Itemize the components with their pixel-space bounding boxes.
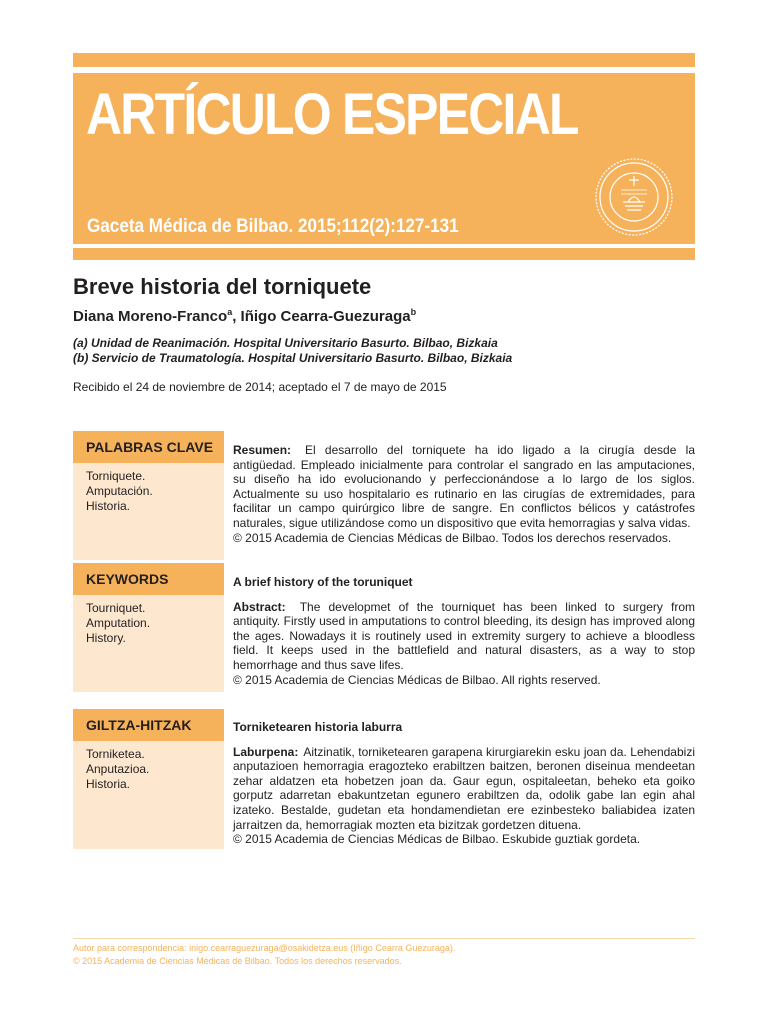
abstract-label: Resumen: — [233, 443, 292, 457]
abstract-copyright: © 2015 Academia de Ciencias Médicas de Bilbao. Todos los derechos reservados. — [233, 530, 672, 545]
keywords-heading: GILTZA-HITZAK — [73, 709, 224, 741]
bottom-rule — [73, 248, 695, 260]
abstract-es — [233, 443, 695, 545]
journal-citation: Gaceta Médica de Bilbao. 2015;112(2):127-131 — [87, 216, 459, 237]
correspondence-note: Autor para correspondencia: inigo.cearraguezuraga@osakidetza.eus (Iñigo Cearra Guezuraga). — [73, 943, 456, 953]
keyword-item: Tourniquet. — [86, 601, 146, 615]
keywords-heading: PALABRAS CLAVE — [73, 431, 224, 463]
keywords-box-eu — [73, 709, 224, 849]
affiliation-a: (a) Unidad de Reanimación. Hospital Universitario Basurto. Bilbao, Bizkaia — [73, 336, 498, 350]
abstract-copyright: © 2015 Academia de Ciencias Médicas de Bilbao. All rights reserved. — [233, 672, 601, 687]
author-1: Diana Moreno-Franco — [73, 308, 228, 325]
author-2: Iñigo Cearra-Guezuraga — [240, 308, 411, 325]
keywords-list — [73, 595, 224, 692]
keywords-box-es — [73, 431, 224, 560]
keyword-item: Historia. — [86, 499, 131, 513]
abstract-subtitle: Torniketearen historia laburra — [233, 720, 403, 734]
keyword-item: Historia. — [86, 777, 131, 791]
footer-rule — [73, 938, 695, 939]
keyword-item: Torniketea. — [86, 747, 145, 761]
abstract-subtitle: A brief history of the toruniquet — [233, 575, 413, 589]
keywords-box-en — [73, 563, 224, 692]
author-2-sup: b — [410, 307, 417, 317]
top-rule — [73, 53, 695, 67]
abstract-copyright: © 2015 Academia de Ciencias Médicas de Bilbao. Eskubide guztiak gordeta. — [233, 832, 641, 847]
keyword-item: History. — [86, 631, 126, 645]
section-title: ARTÍCULO ESPECIAL — [86, 82, 578, 147]
abstract-text: El desarrollo del torniquete ha ido ligado a la cirugía desde la antigüedad. Empleado inicialmente para controlar el sangrado en las amputaciones, su diseño ha ido evolucionando y perfeccionándose a lo largo de los siglos. Actualmente su uso hospitalario es rutinario en las cirugías de extremidades, para facilitar un campo quirúrgico libre de sangre. En conflictos bélicos y catástrofes naturales, sigue utilizándose como un dispositivo que evita hemorragias y salva vidas. — [233, 443, 695, 530]
keyword-item: Anputazioa. — [86, 762, 150, 776]
keyword-item: Torniquete. — [86, 469, 146, 483]
received-date: Recibido el 24 de noviembre de 2014; aceptado el 7 de mayo de 2015 — [73, 380, 447, 394]
keywords-list — [73, 741, 224, 849]
author-1-sup: a — [227, 307, 233, 317]
keyword-item: Amputation. — [86, 616, 151, 630]
abstract-eu — [233, 720, 695, 847]
abstract-en — [233, 575, 695, 687]
keywords-heading: KEYWORDS — [73, 563, 224, 595]
abstract-label: Laburpena: — [233, 744, 299, 759]
author-separator: , — [232, 308, 241, 325]
academia-seal-icon — [593, 156, 675, 238]
abstract-label: Abstract: — [233, 599, 286, 614]
keywords-list — [73, 463, 224, 560]
footer-copyright: © 2015 Academia de Ciencias Médicas de Bilbao. Todos los derechos reservados. — [73, 956, 402, 966]
abstract-text: Aitzinatik, torniketearen garapena kirurgiarekin esku joan da. Lehendabizi anputazioen hemorragia eragozteko erabiltzen baitzen, beronen diseinua mendeetan zehar aldatzen eta hobetzen joan da. Gaur egun, ospitaleetan, beheko eta goiko gorputz adarretan ebakuntzetan egunero erabiltzen da, odolik gabe lan egin ahal izateko. Bestalde, gudetan eta hondamendietan ere ezinbesteko baliabidea izaten jarraitzen da, hemorragiak mozten eta bizitzak gordetzen dituena. — [233, 744, 695, 832]
authors — [73, 307, 416, 325]
affiliation-b: (b) Servicio de Traumatología. Hospital Universitario Basurto. Bilbao, Bizkaia — [73, 351, 513, 365]
header-banner — [73, 73, 695, 244]
keyword-item: Amputación. — [86, 484, 153, 498]
abstract-text: The developmet of the tourniquet has been linked to surgery from antiquity. Firstly used in amputations to control bleeding, its design has improved along the ages. Nowadays it is routinely used in extremity surgery to achieve a bloodless field. It keeps used in the battlefield and natural disasters, as a way to stop hemorrhage and thus save lifes. — [233, 599, 695, 672]
article-title: Breve historia del torniquete — [73, 274, 372, 299]
